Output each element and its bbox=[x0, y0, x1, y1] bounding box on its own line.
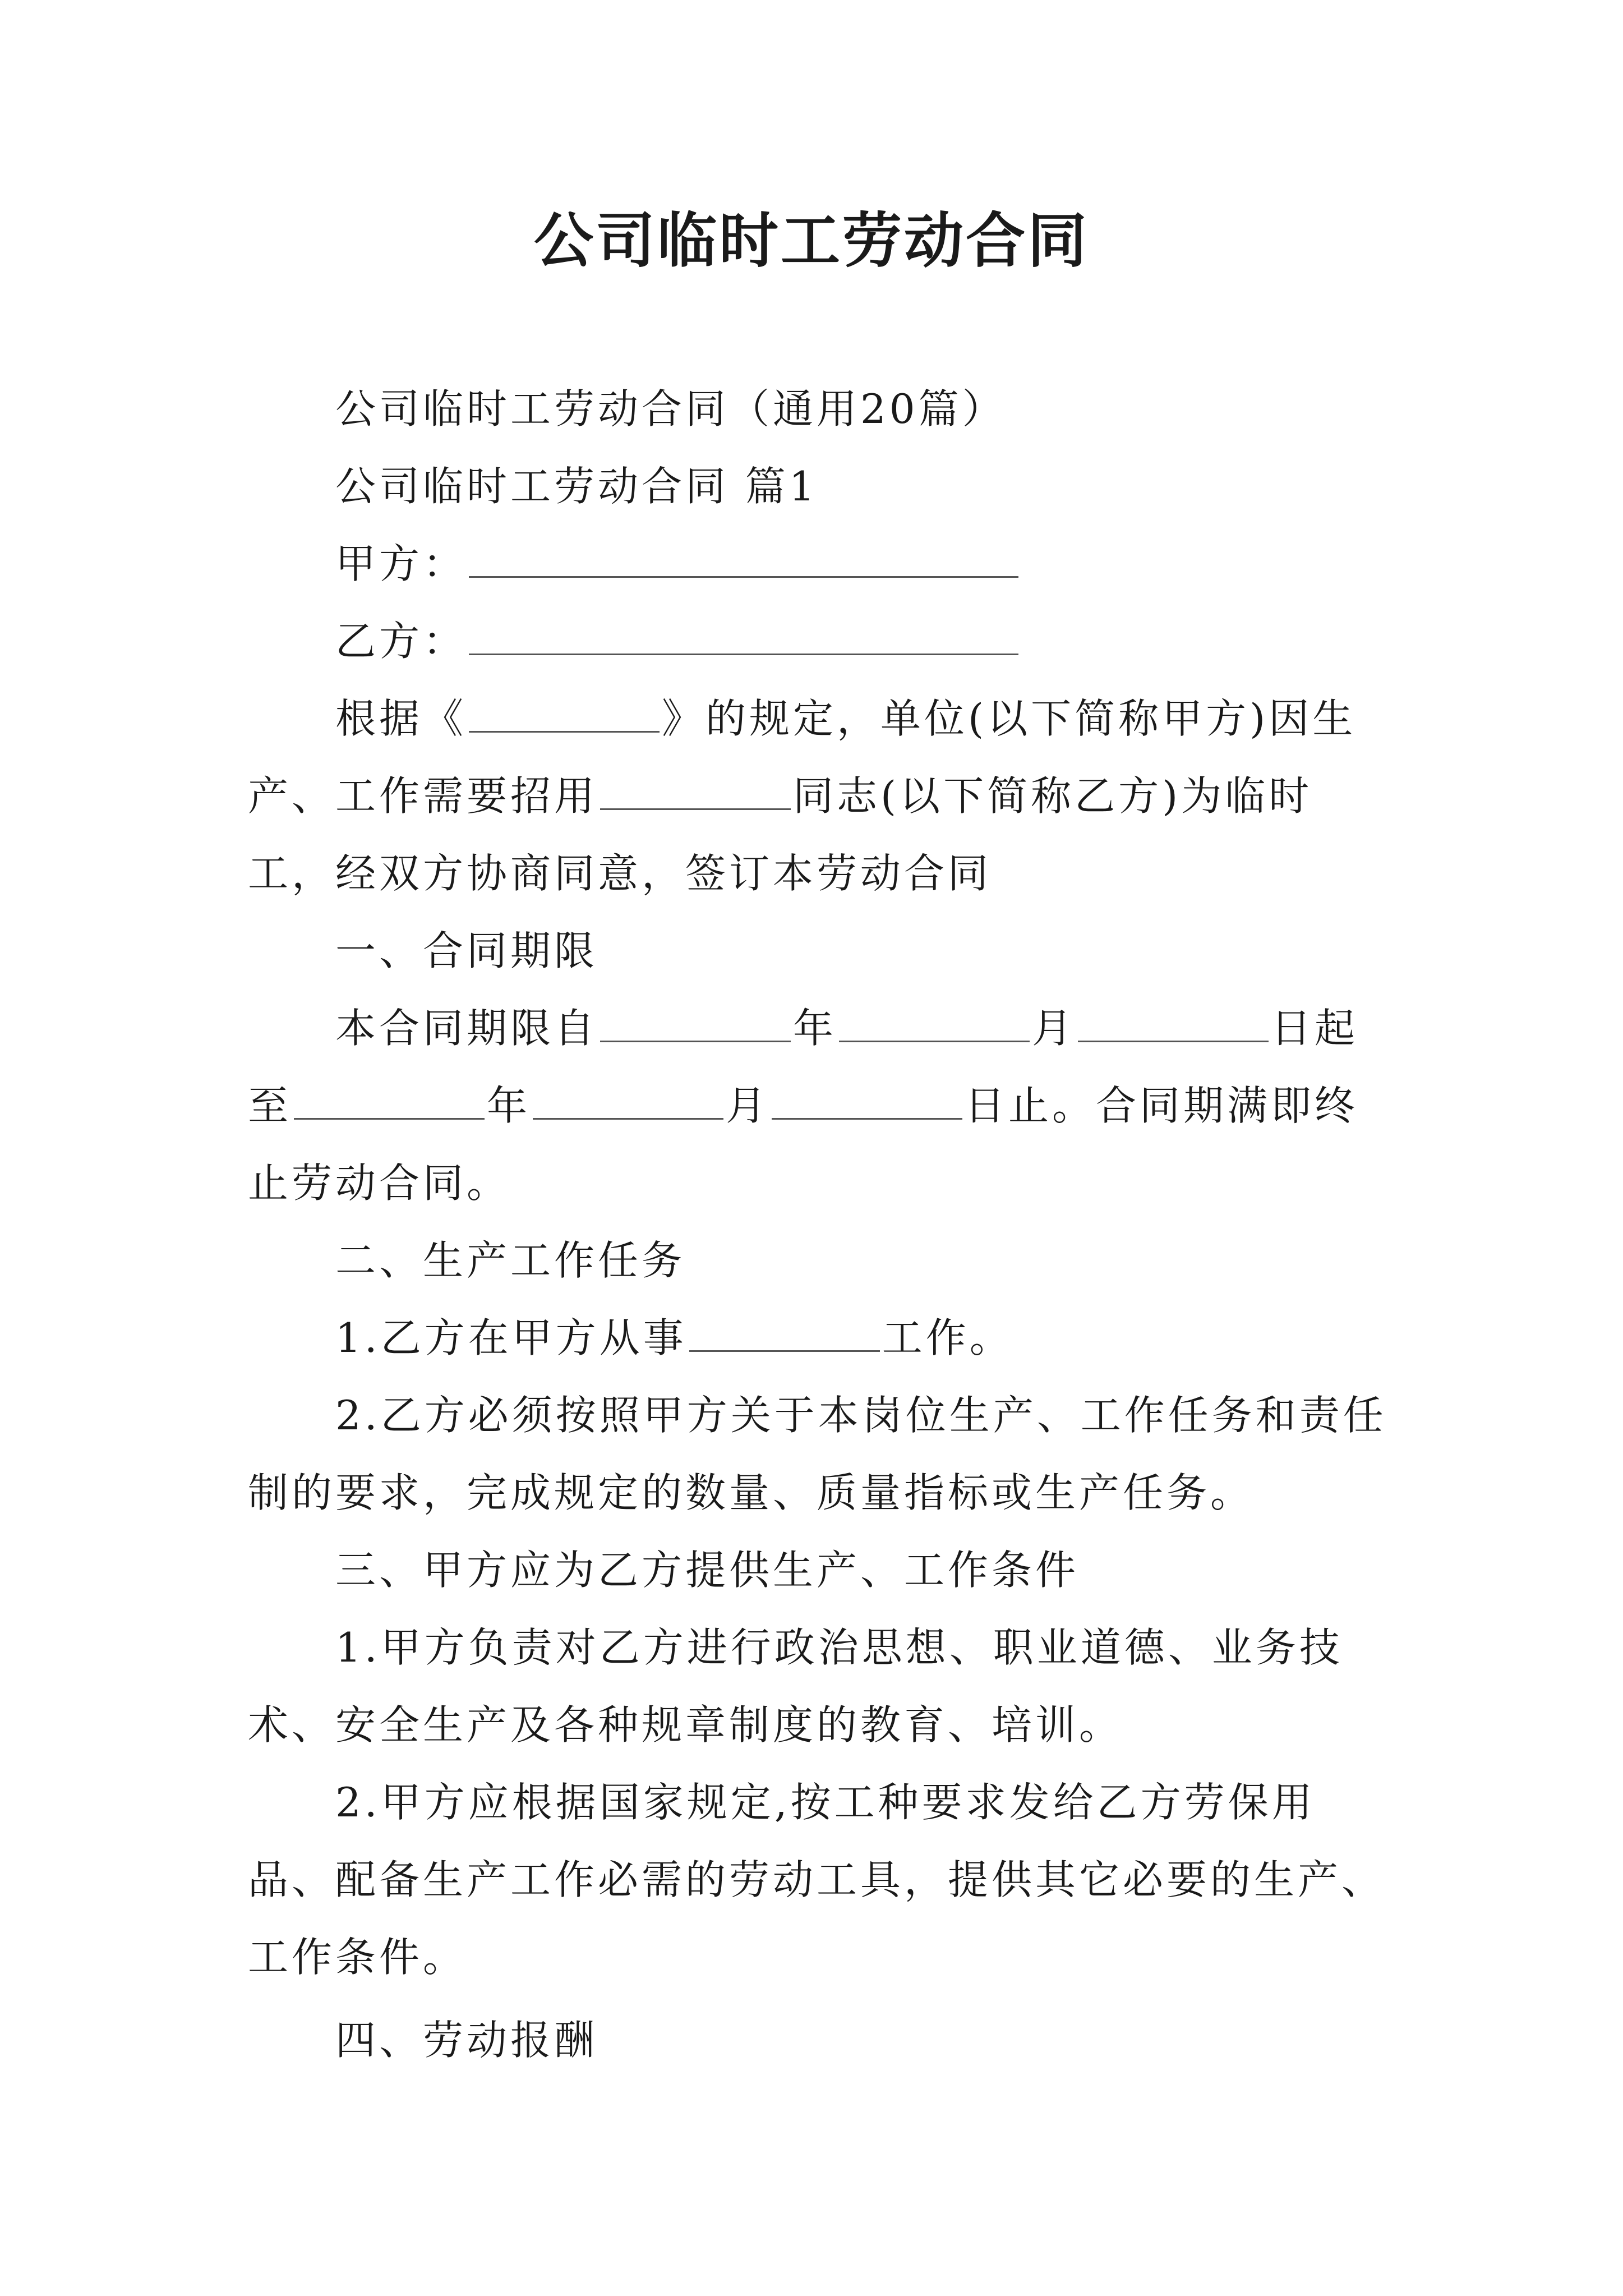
term-text-7: 日止。合同期满即终止劳动合同。 bbox=[248, 1082, 1359, 1207]
subtitle: 公司临时工劳动合同（通用20篇） bbox=[335, 385, 1006, 432]
end-month-blank bbox=[533, 1074, 723, 1120]
end-day-blank bbox=[772, 1074, 962, 1120]
clause3-heading: 三、甲方应为乙方提供生产、工作条件 bbox=[335, 1547, 1080, 1594]
start-day-blank bbox=[1078, 997, 1269, 1042]
clause4-heading: 四、劳动报酬 bbox=[335, 2017, 598, 2064]
term-text-6: 月 bbox=[726, 1082, 770, 1129]
party-a-label: 甲方： bbox=[335, 540, 467, 587]
term-text-4: 日起至 bbox=[248, 1005, 1359, 1129]
start-year-blank bbox=[600, 997, 791, 1042]
clause2-item2: 2.乙方必须按照甲方关于本岗位生产、工作任务和责任制的要求，完成规定的数量、质量指标或生产任务。 bbox=[248, 1392, 1387, 1516]
intro-text-3: 同志(以下简称乙方)为临时工，经双方协商同意，签订本劳动合同 bbox=[248, 772, 1313, 897]
term-text-5: 年 bbox=[487, 1082, 531, 1129]
job-text-2: 工作。 bbox=[882, 1314, 1013, 1361]
clause1-heading: 一、合同期限 bbox=[335, 927, 598, 974]
intro-text-1: 根据《 bbox=[335, 695, 467, 742]
document-title: 公司临时工劳动合同 bbox=[534, 206, 1089, 275]
term-text-1: 本合同期限自 bbox=[335, 1005, 598, 1052]
intro-paragraph bbox=[248, 680, 1391, 912]
regulation-name-blank bbox=[469, 687, 660, 733]
clause1-text bbox=[248, 990, 1391, 1222]
term-text-2: 年 bbox=[793, 1005, 837, 1052]
party-a-blank bbox=[469, 532, 1018, 578]
party-b-line bbox=[248, 602, 1391, 680]
end-year-blank bbox=[294, 1074, 485, 1120]
clause2-item1 bbox=[248, 1299, 1391, 1377]
party-a-line bbox=[248, 525, 1391, 602]
job-text-1: 1.乙方在甲方从事 bbox=[335, 1314, 687, 1361]
job-type-blank bbox=[689, 1306, 880, 1352]
employee-name-blank bbox=[600, 765, 791, 810]
intro-text-2: 》的规定，单位(以下简称甲方)因生产、工作需要招用 bbox=[248, 695, 1357, 820]
party-b-label: 乙方： bbox=[335, 618, 467, 665]
document-body bbox=[248, 370, 1391, 2079]
clause3-item2: 2.甲方应根据国家规定,按工种要求发给乙方劳保用品、配备生产工作必需的劳动工具，提供其它必要的生产、工作条件。 bbox=[248, 1779, 1386, 1981]
clause3-item1: 1.甲方负责对乙方进行政治思想、职业道德、业务技术、安全生产及各种规章制度的教育、培训。 bbox=[248, 1624, 1343, 1749]
term-text-3: 月 bbox=[1032, 1005, 1076, 1052]
section-heading: 公司临时工劳动合同 篇1 bbox=[335, 463, 818, 510]
clause2-heading: 二、生产工作任务 bbox=[335, 1237, 686, 1284]
party-b-blank bbox=[469, 610, 1018, 655]
start-month-blank bbox=[839, 997, 1030, 1042]
